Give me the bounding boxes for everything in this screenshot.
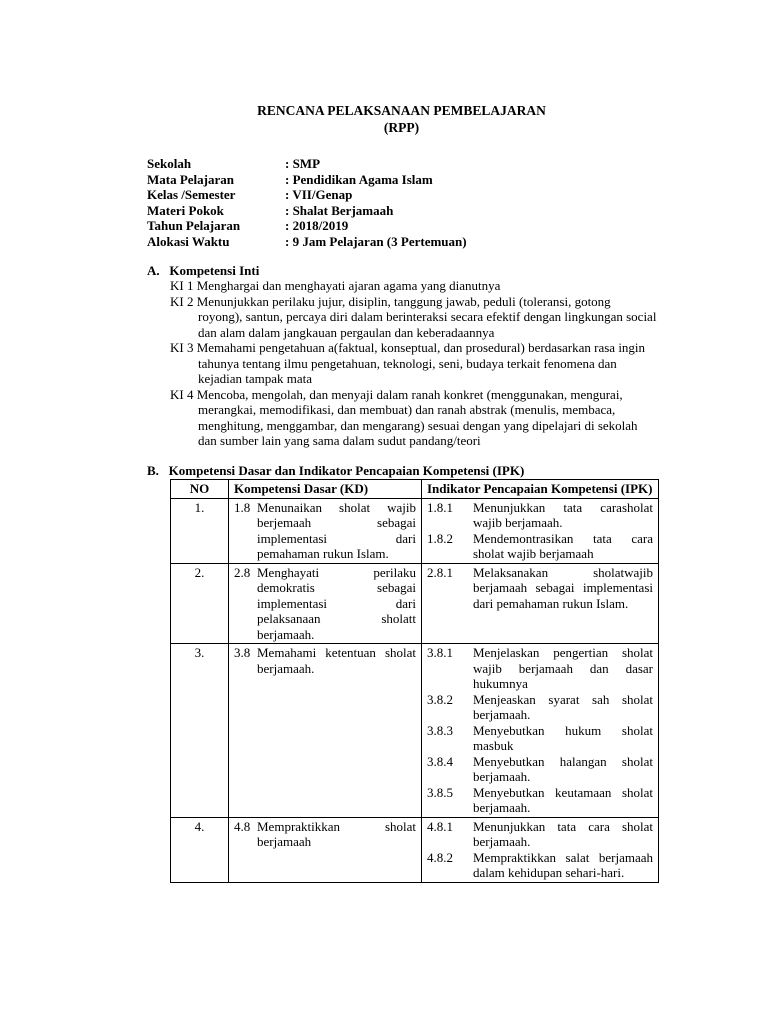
ki-item-3: KI 3 Memahami pengetahuan a(faktual, konseptual, dan prosedural) berdasarkan rasa ingin tahunya tentang ilmu pengetahuan, teknologi, seni, budaya terkait fenomena dan kejadian tampak mata <box>170 340 646 386</box>
title-line-2: (RPP) <box>383 120 420 135</box>
section-b-heading: B. Kompetensi Dasar dan Indikator Pencapaian Kompetensi (IPK) <box>147 463 525 478</box>
section-a-heading: A. Kompetensi Inti <box>147 263 260 278</box>
header-ipk: Indikator Pencapaian Kompetensi (IPK) <box>422 480 659 499</box>
info-row-topic <box>147 203 467 219</box>
core-competency-list <box>170 278 658 449</box>
competency-table <box>170 479 659 883</box>
kd-code: 2.8 <box>234 564 251 580</box>
ipk-code: 4.8.1 <box>427 818 453 834</box>
kd-code: 3.8 <box>234 645 251 660</box>
ipk-text: Menyebutkan hukum sholat masbuk <box>473 722 653 753</box>
row-number: 3. <box>171 644 229 818</box>
identity-block <box>147 156 467 249</box>
info-label: Mata Pelajaran <box>147 171 235 187</box>
ipk-code: 1.8.1 <box>427 499 453 515</box>
info-label: Alokasi Waktu <box>147 233 230 249</box>
kd-code: 4.8 <box>234 818 251 834</box>
ipk-text: Menjelaskan pengertian sholat wajib berjamaah dan dasar hukumnya <box>473 645 653 691</box>
ipk-code: 4.8.2 <box>427 849 453 865</box>
info-label: Tahun Pelajaran <box>147 218 241 233</box>
info-value: : VII/Genap <box>285 187 353 202</box>
ipk-code: 3.8.4 <box>427 753 453 769</box>
ipk-code: 3.8.5 <box>427 784 453 800</box>
ki-item-2: KI 2 Menunjukkan perilaku jujur, disiplin, tanggung jawab, peduli (toleransi, gotong royong), santun, percaya diri dalam berinteraksi secara efektif dengan lingkungan social dan alam dalam jangkauan pergaulan dan keberadaannya <box>170 293 657 340</box>
ipk-code: 2.8.1 <box>427 564 453 580</box>
ipk-code: 3.8.3 <box>427 722 453 738</box>
info-value: : SMP <box>285 156 321 171</box>
info-label: Kelas /Semester <box>147 187 236 202</box>
kd-text: Menghayati perilaku demokratis sebagai implementasi dari pelaksanaan sholatt berjamaah. <box>257 564 416 642</box>
info-value: : Shalat Berjamaah <box>285 202 394 218</box>
ipk-code: 1.8.2 <box>427 530 453 546</box>
ipk-cell <box>422 817 659 882</box>
ipk-code: 3.8.1 <box>427 645 453 660</box>
info-value: : 2018/2019 <box>285 218 349 233</box>
info-row-subject <box>147 172 467 188</box>
ipk-text: Menyebutkan keutamaan sholat berjamaah. <box>473 784 653 815</box>
document-title <box>0 102 768 136</box>
info-row-class <box>147 187 467 203</box>
table-row <box>171 563 659 644</box>
ipk-text: Menunjukkan tata cara sholat berjamaah. <box>473 818 653 849</box>
ki-item-4: KI 4 Mencoba, mengolah, dan menyaji dalam ranah konkret (menggunakan, mengurai, merangkai, memodifikasi, dan membuat) dan ranah abstrak (menulis, membaca, menghitung, menggambar, dan mengarang) sesuai dengan yang dipelajari di sekolah dan sumber lain yang sama dalam sudut pandang/teori <box>170 386 638 448</box>
ipk-text: Menyebutkan halangan sholat berjamaah. <box>473 753 653 784</box>
row-number: 2. <box>171 563 229 644</box>
ipk-text: Mendemontrasikan tata cara sholat wajib berjamaah <box>473 530 653 561</box>
kd-cell <box>229 563 422 644</box>
info-row-time <box>147 234 467 250</box>
info-label: Sekolah <box>147 156 192 171</box>
ipk-cell <box>422 644 659 818</box>
header-no: NO <box>171 480 229 499</box>
kd-code: 1.8 <box>234 499 251 515</box>
table-row <box>171 498 659 563</box>
kd-cell <box>229 644 422 818</box>
kd-text: Mempraktikkan sholat berjamaah <box>257 818 416 849</box>
info-row-school <box>147 156 467 172</box>
kd-cell <box>229 498 422 563</box>
ipk-code: 3.8.2 <box>427 691 453 707</box>
title-line-1: RENCANA PELAKSANAAN PEMBELAJARAN <box>257 103 546 118</box>
kd-text: Menunaikan sholat wajib berjemaah sebagai implementasi dari pemahaman rukun Islam. <box>257 499 416 561</box>
row-number: 1. <box>171 498 229 563</box>
kd-cell <box>229 817 422 882</box>
row-number: 4. <box>171 817 229 882</box>
table-row <box>171 817 659 882</box>
ipk-text: Melaksanakan sholatwajib berjamaah sebagai implementasi dari pemahaman rukun Islam. <box>473 564 653 611</box>
info-label: Materi Pokok <box>147 202 224 218</box>
table-row <box>171 644 659 818</box>
ipk-cell <box>422 498 659 563</box>
ipk-text: Mempraktikkan salat berjamaah dalam kehidupan sehari-hari. <box>473 849 653 880</box>
ipk-cell <box>422 563 659 644</box>
table-header-row <box>171 480 659 499</box>
info-row-year <box>147 218 467 234</box>
ipk-text: Menunjukkan tata carasholat wajib berjamaah. <box>473 499 653 530</box>
ki-item-1: KI 1 Menghargai dan menghayati ajaran agama yang dianutnya <box>170 278 501 293</box>
ipk-text: Menjeaskan syarat sah sholat berjamaah. <box>473 691 653 722</box>
header-kd: Kompetensi Dasar (KD) <box>229 480 422 499</box>
kd-text: Memahami ketentuan sholat berjamaah. <box>257 645 416 676</box>
info-value: : 9 Jam Pelajaran (3 Pertemuan) <box>285 233 467 249</box>
info-value: : Pendidikan Agama Islam <box>285 171 433 187</box>
